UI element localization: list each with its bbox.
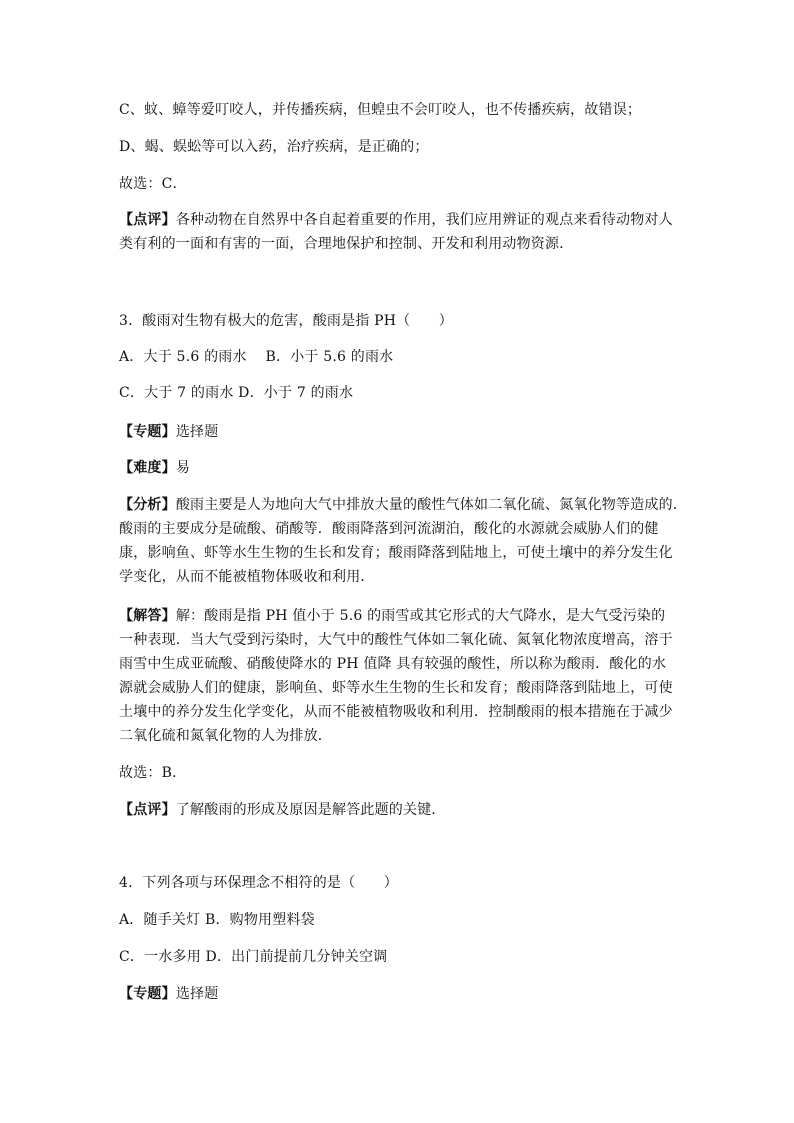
q4-topic xyxy=(119,985,679,1003)
q3-comment-tag: 【点评】 xyxy=(119,802,176,818)
q3-topic xyxy=(119,423,679,441)
q3-analysis-text: 酸雨主要是人为地向大气中排放大量的酸性气体如二氧化硫、氮氧化物等造成的.酸雨的主要成分是硫酸、硝酸等．酸雨降落到河流湖泊，酸化的水源就会威胁人们的健康，影响鱼、虾等水生生物的生长和发育；酸雨降落到陆地上，可使土壤中的养分发生化学变化，从而不能被植物体吸收和利用． xyxy=(119,497,678,585)
q3-solution xyxy=(119,604,679,748)
q2-option-d: D、蝎、蜈蚣等可以入药，治疗疾病，是正确的； xyxy=(119,139,429,155)
q3-comment xyxy=(119,801,679,819)
q4-options-row-2: C．一水多用 D．出门前提前几分钟关空调 xyxy=(119,949,388,965)
q3-question: 3．酸雨对生物有极大的危害，酸雨是指 PH（ ） xyxy=(119,313,453,329)
q3-topic-tag: 【专题】 xyxy=(119,424,176,440)
q3-analysis xyxy=(119,493,679,589)
q4-question: 4．下列各项与环保理念不相符的是（ ） xyxy=(119,875,398,891)
q3-options-row-2: C．大于 7 的雨水 D．小于 7 的雨水 xyxy=(119,385,354,401)
q4-topic-tag: 【专题】 xyxy=(119,986,176,1002)
q3-solution-tag: 【解答】 xyxy=(119,608,176,624)
q3-topic-text: 选择题 xyxy=(175,424,219,440)
q2-comment-tag: 【点评】 xyxy=(119,212,176,228)
q3-difficulty-tag: 【难度】 xyxy=(119,460,176,476)
q2-comment xyxy=(119,208,679,256)
q2-option-c: C、蚊、蟑等爱叮咬人，并传播疾病，但蝗虫不会叮咬人，也不传播疾病，故错误； xyxy=(119,102,642,118)
q3-difficulty xyxy=(119,459,679,477)
q3-solution-text: 解：酸雨是指 PH 值小于 5.6 的雨雪或其它形式的大气降水，是大气受污染的一种表现．当大气受到污染时，大气中的酸性气体如二氧化硫、氮氧化物浓度增高，溶于雨雪中生成亚硫酸、硝酸使降水的 PH 值降 具有较强的酸性，所以称为酸雨．酸化的水源就会威胁人们的健康，影响鱼、虾等水生生物的生长和发育；酸雨降落到陆地上，可使土壤中的养分发生化学变化，从而不能被植物吸收和利用．控制酸雨的根本措施在于减少二氧化硫和氮氧化物的人为排放． xyxy=(119,608,673,744)
q3-options-row-1: A．大于 5.6 的雨水 B．小于 5.6 的雨水 xyxy=(119,349,394,365)
q3-analysis-tag: 【分析】 xyxy=(119,497,176,513)
q3-answer: 故选：B． xyxy=(119,765,187,781)
q4-options-row-1: A．随手关灯 B．购物用塑料袋 xyxy=(119,912,315,928)
q2-comment-text: 各种动物在自然界中各自起着重要的作用，我们应用辨证的观点来看待动物对人类有利的一面和有害的一面，合理地保护和控制、开发和利用动物资源． xyxy=(119,212,673,252)
q2-answer: 故选：C． xyxy=(119,176,187,192)
q3-comment-text: 了解酸雨的形成及原因是解答此题的关键． xyxy=(175,802,446,818)
q3-difficulty-text: 易 xyxy=(175,460,191,476)
q4-topic-text: 选择题 xyxy=(175,986,219,1002)
